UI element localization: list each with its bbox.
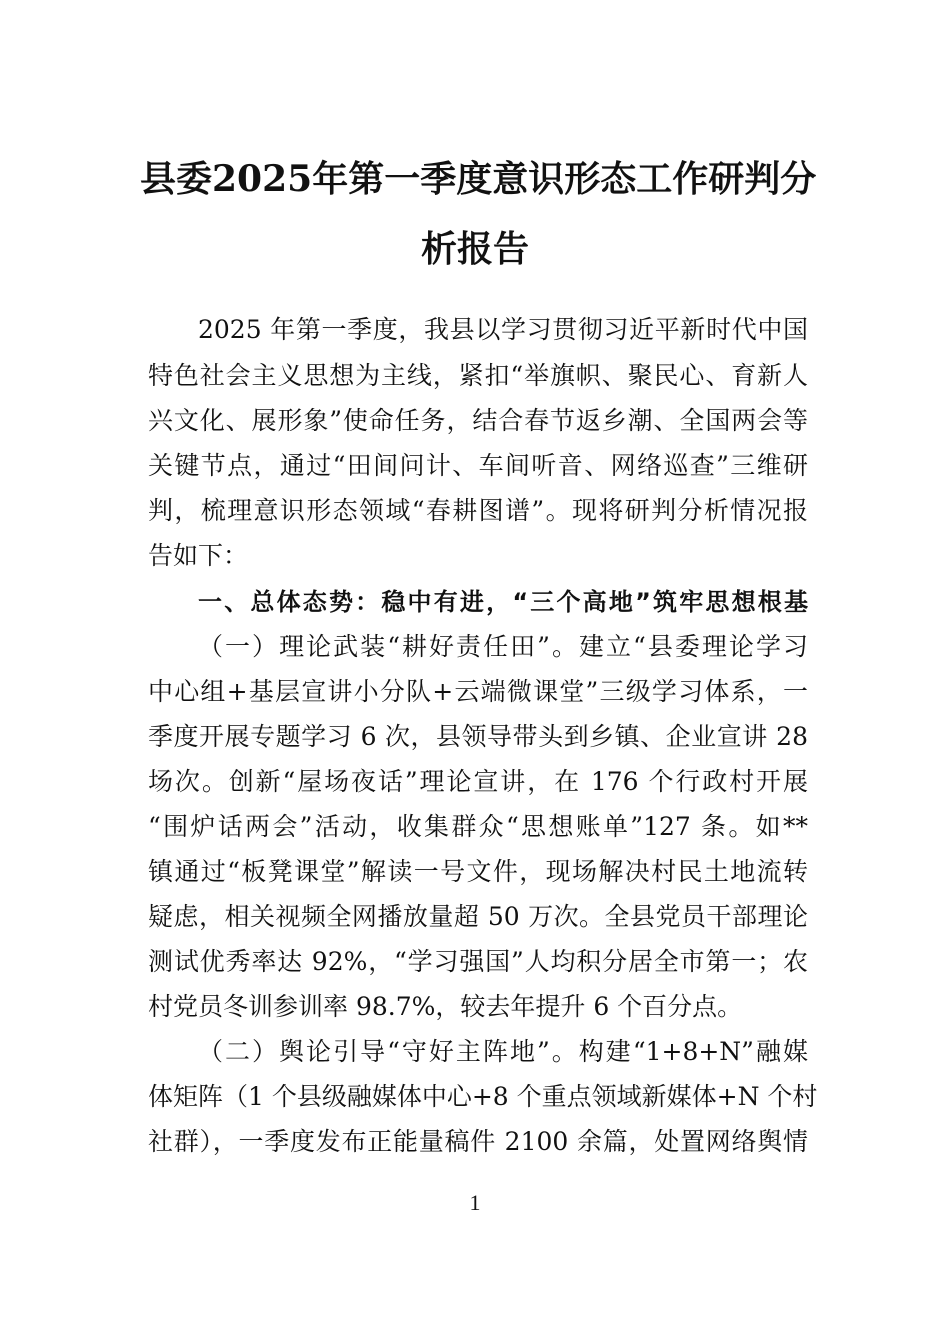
subsection-2-line: （二）舆论引导“守好主阵地”。构建“1+8+N”融媒 bbox=[198, 1037, 808, 1066]
intro-paragraph-line: 特色社会主义思想为主线，紧扣“举旗帜、聚民心、育新人 bbox=[148, 361, 808, 390]
subsection-2-line: 体矩阵（1 个县级融媒体中心+8 个重点领域新媒体+N 个村 bbox=[148, 1082, 818, 1111]
intro-paragraph-line: 告如下： bbox=[148, 541, 249, 570]
document-title-line-2: 析报告 bbox=[420, 228, 529, 270]
intro-paragraph-line: 判，梳理意识形态领域“春耕图谱”。现将研判分析情况报 bbox=[148, 496, 808, 525]
subsection-1-line: 中心组+基层宣讲小分队+云端微课堂”三级学习体系，一 bbox=[148, 677, 808, 706]
section-heading: 一、总体态势：稳中有进，“三个高地”筑牢思想根基 bbox=[198, 588, 808, 616]
subsection-1-line: 场次。创新“屋场夜话”理论宣讲，在 176 个行政村开展 bbox=[148, 767, 808, 796]
subsection-1-line: 测试优秀率达 92%，“学习强国”人均积分居全市第一；农 bbox=[148, 947, 808, 976]
subsection-1-line: 疑虑，相关视频全网播放量超 50 万次。全县党员干部理论 bbox=[148, 902, 808, 931]
document-title-line-1: 县委2025年第一季度意识形态工作研判分 bbox=[140, 158, 817, 200]
subsection-1-line: 村党员冬训参训率 98.7%，较去年提升 6 个百分点。 bbox=[148, 992, 743, 1021]
subsection-1-line: 镇通过“板凳课堂”解读一号文件，现场解决村民土地流转 bbox=[148, 857, 808, 886]
intro-paragraph-line: 关键节点，通过“田间问计、车间听音、网络巡查”三维研 bbox=[148, 451, 808, 480]
intro-paragraph-line: 兴文化、展形象”使命任务，结合春节返乡潮、全国两会等 bbox=[148, 406, 808, 435]
subsection-1-line: 季度开展专题学习 6 次，县领导带头到乡镇、企业宣讲 28 bbox=[148, 722, 808, 751]
intro-paragraph-line: 2025 年第一季度，我县以学习贯彻习近平新时代中国 bbox=[198, 315, 808, 344]
subsection-1-line: （一）理论武装“耕好责任田”。建立“县委理论学习 bbox=[198, 632, 808, 661]
page-number: 1 bbox=[469, 1190, 481, 1215]
subsection-1-line: “围炉话两会”活动，收集群众“思想账单”127 条。如** bbox=[148, 812, 808, 841]
subsection-2-line: 社群），一季度发布正能量稿件 2100 余篇，处置网络舆情 bbox=[148, 1127, 808, 1156]
